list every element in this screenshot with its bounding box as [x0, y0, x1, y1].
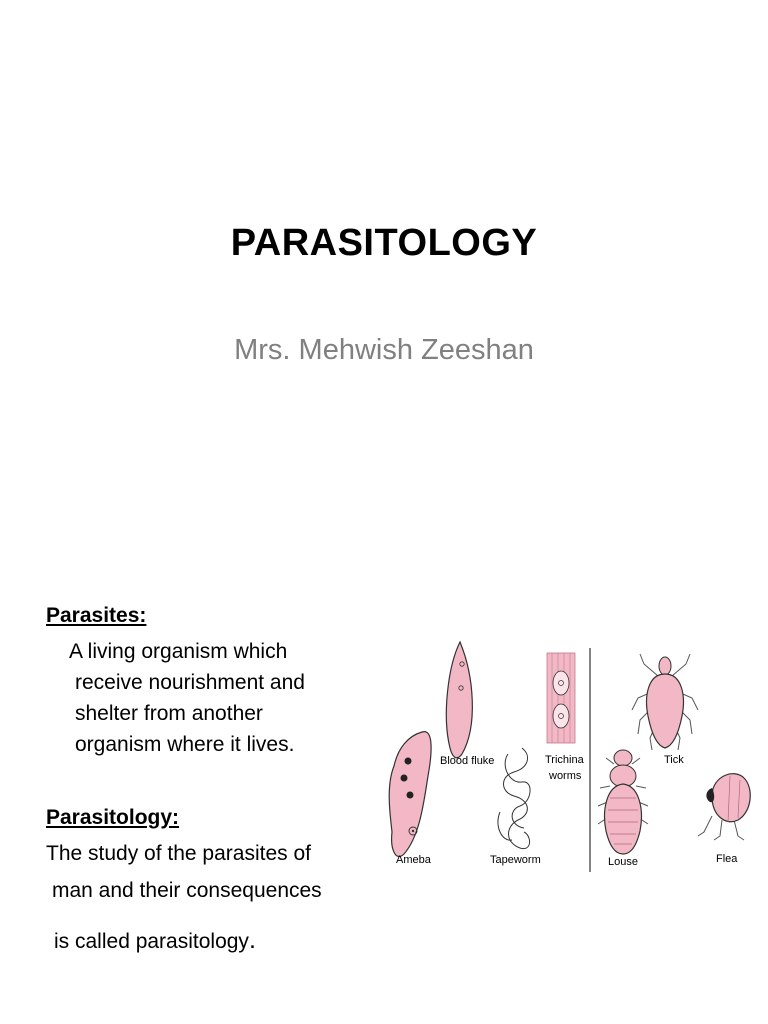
tick-label: Tick [664, 754, 684, 766]
slide-subtitle: Mrs. Mehwish Zeeshan [234, 334, 534, 366]
tapeworm-label: Tapeworm [490, 854, 541, 866]
study-line-2: man and their consequences [52, 879, 322, 902]
parasites-heading: Parasites: [46, 604, 147, 627]
tapeworm-drawing [498, 748, 530, 849]
louse-drawing [598, 750, 648, 854]
ameba-label: Ameba [396, 854, 431, 866]
parasitology-heading: Parasitology: [46, 806, 180, 829]
study-line-3-period: . [248, 926, 256, 954]
study-line-3-text: is called parasitology [54, 930, 249, 953]
definition-line-1: A living organism which [69, 640, 288, 663]
ameba-drawing [389, 732, 431, 857]
content-slide [0, 576, 768, 1024]
louse-label: Louse [608, 856, 638, 868]
trichina-label-2: worms [549, 770, 582, 782]
flea-drawing [698, 774, 750, 840]
trichina-label-1: Trichina [545, 754, 584, 766]
definition-line-2: receive nourishment and [75, 671, 305, 694]
parasites-illustration [382, 636, 752, 886]
blood-fluke-drawing [446, 642, 472, 758]
blood-fluke-label: Blood fluke [440, 755, 495, 767]
study-line-1: The study of the parasites of [46, 842, 311, 865]
definition-line-4: organism where it lives. [75, 733, 295, 756]
trichina-drawing [547, 653, 575, 743]
tick-drawing [632, 654, 698, 750]
flea-label: Flea [716, 853, 738, 865]
definition-line-3: shelter from another [75, 702, 263, 725]
slide-title: PARASITOLOGY [230, 222, 538, 264]
study-line-3 [54, 926, 256, 955]
